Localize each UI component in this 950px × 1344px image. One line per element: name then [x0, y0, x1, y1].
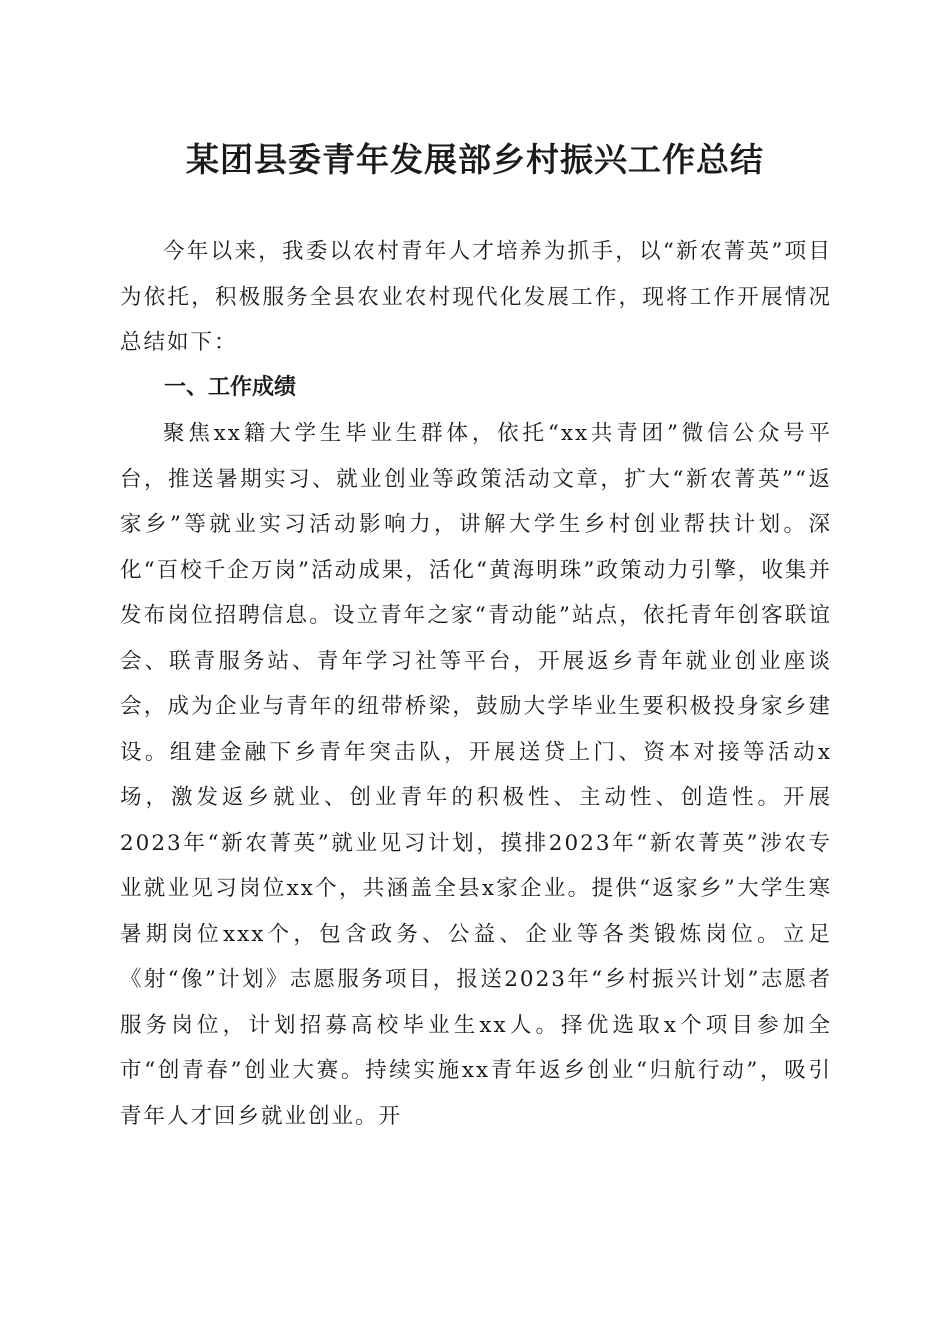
intro-paragraph: 今年以来，我委以农村青年人才培养为抓手，以“新农菁英”项目为依托，积极服务全县农业农村现代化发展工作，现将工作开展情况总结如下：: [120, 239, 832, 355]
document-title: 某团县委青年发展部乡村振兴工作总结: [186, 140, 764, 179]
section-paragraph: 聚焦xx籍大学生毕业生群体，依托“xx共青团”微信公众号平台，推送暑期实习、就业创业等政策活动文章，扩大“新农菁英”“返家乡”等就业实习活动影响力，讲解大学生乡村创业帮扶计划。深化“百校千企万岗”活动成果，活化“黄海明珠”政策动力引擎，收集并发布岗位招聘信息。设立青年之家“青动能”站点，依托青年创客联谊会、联青服务站、青年学习社等平台，开展返乡青年就业创业座谈会，成为企业与青年的纽带桥梁，鼓励大学毕业生要积极投身家乡建设。组建金融下乡青年突击队，开展送贷上门、资本对接等活动x场，激发返乡就业、创业青年的积极性、主动性、创造性。开展2023年“新农菁英”就业见习计划，摸排2023年“新农菁英”涉农专业就业见习岗位xx个，共涵盖全县x家企业。提供“返家乡”大学生寒暑期岗位xxx个，包含政务、公益、企业等各类锻炼岗位。立足《射“像”计划》志愿服务项目，报送2023年“乡村振兴计划”志愿者服务岗位，计划招募高校毕业生xx人。择优选取x个项目参加全市“创青春”创业大赛。持续实施xx青年返乡创业“归航行动”，吸引青年人才回乡就业创业。开: [120, 421, 832, 1129]
section-heading-achievements: 一、工作成绩: [164, 375, 297, 400]
